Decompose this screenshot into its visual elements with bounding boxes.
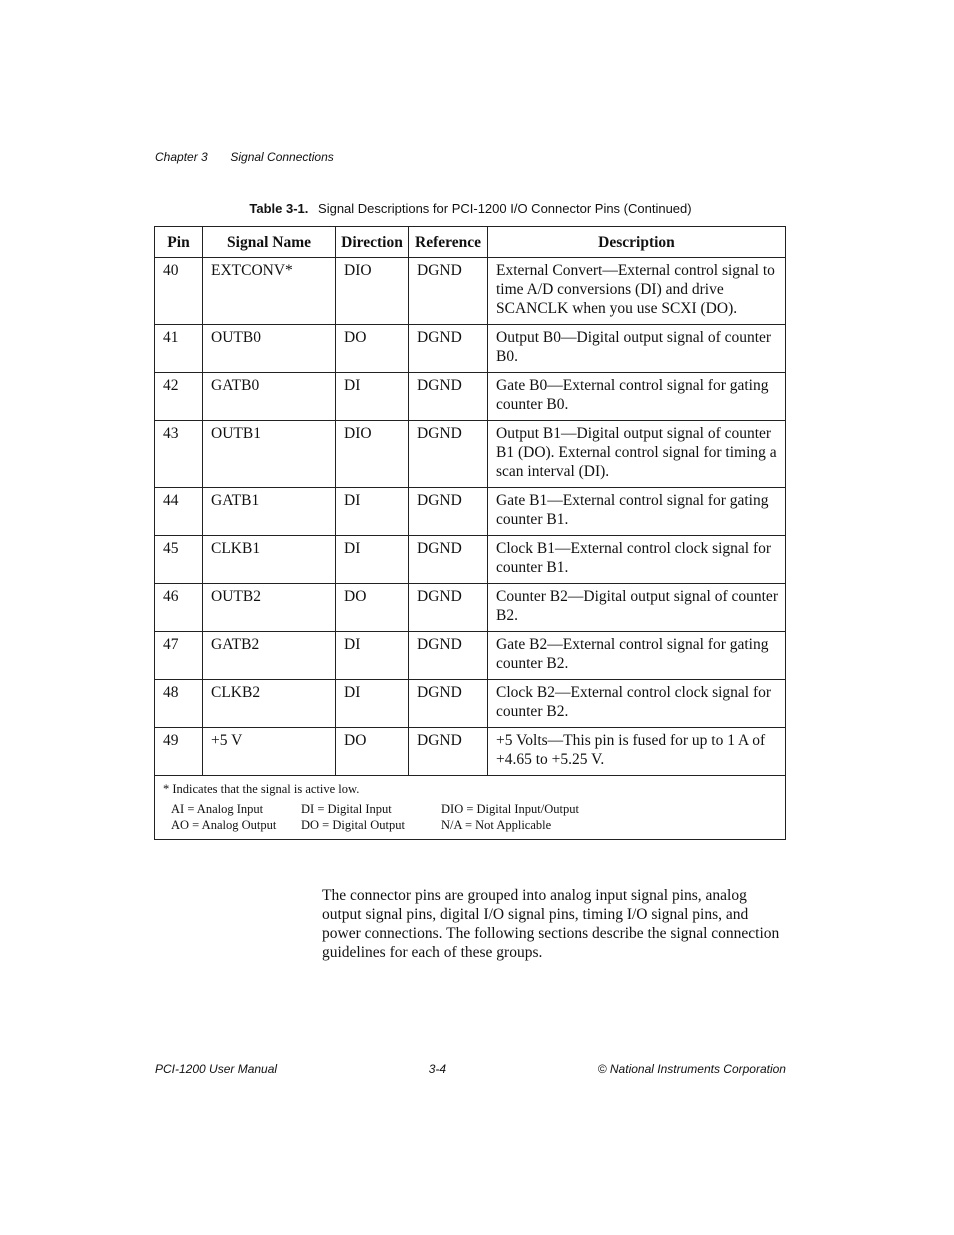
cell-description: Clock B2—External control clock signal for counter B2. [488, 680, 786, 728]
cell-signal-name: CLKB1 [203, 536, 336, 584]
cell-description: External Convert—External control signal to time A/D conversions (DI) and drive SCANCLK when you use SCXI (DO). [488, 258, 786, 325]
cell-description: Clock B1—External control clock signal for counter B1. [488, 536, 786, 584]
cell-reference: DGND [409, 680, 488, 728]
cell-reference: DGND [409, 325, 488, 373]
col-header-pin: Pin [155, 227, 203, 258]
cell-description: Output B1—Digital output signal of counter B1 (DO). External control signal for timing a scan interval (DI). [488, 421, 786, 488]
cell-signal-name: OUTB2 [203, 584, 336, 632]
table-row [155, 488, 786, 536]
footer-manual-title: PCI-1200 User Manual [155, 1062, 278, 1076]
cell-direction: DI [336, 488, 409, 536]
table-footnote [155, 776, 786, 840]
cell-pin: 47 [155, 632, 203, 680]
cell-signal-name: GATB0 [203, 373, 336, 421]
cell-pin: 41 [155, 325, 203, 373]
cell-reference: DGND [409, 536, 488, 584]
table-title: Signal Descriptions for PCI-1200 I/O Connector Pins (Continued) [318, 201, 692, 216]
cell-signal-name: +5 V [203, 728, 336, 776]
cell-signal-name: OUTB0 [203, 325, 336, 373]
cell-pin: 43 [155, 421, 203, 488]
cell-reference: DGND [409, 584, 488, 632]
cell-reference: DGND [409, 421, 488, 488]
body-paragraph: The connector pins are grouped into analog input signal pins, analog output signal pins, digital I/O signal pins, timing I/O signal pins, and power connections. The following sections describe the signal connection guidelines for each of these groups. [322, 886, 780, 961]
legend-item: DO = Digital Output [301, 818, 405, 832]
table-row [155, 421, 786, 488]
cell-signal-name: OUTB1 [203, 421, 336, 488]
legend-item: DI = Digital Input [301, 802, 392, 816]
cell-reference: DGND [409, 728, 488, 776]
table-header-row [155, 227, 786, 258]
table-row [155, 536, 786, 584]
cell-reference: DGND [409, 488, 488, 536]
table-row [155, 373, 786, 421]
cell-direction: DI [336, 373, 409, 421]
signal-table [154, 226, 786, 840]
table-row [155, 258, 786, 325]
cell-direction: DIO [336, 258, 409, 325]
page-number: 3-4 [428, 1062, 447, 1076]
cell-signal-name: EXTCONV* [203, 258, 336, 325]
col-header-description: Description [488, 227, 786, 258]
legend-item: DIO = Digital Input/Output [441, 802, 579, 816]
cell-description: Gate B2—External control signal for gating counter B2. [488, 632, 786, 680]
abbreviation-legend-row [163, 817, 777, 833]
cell-pin: 40 [155, 258, 203, 325]
table-row [155, 728, 786, 776]
col-header-signal-name: Signal Name [203, 227, 336, 258]
cell-description: Gate B1—External control signal for gating counter B1. [488, 488, 786, 536]
cell-pin: 45 [155, 536, 203, 584]
footer-copyright: © National Instruments Corporation [597, 1062, 786, 1076]
cell-direction: DO [336, 325, 409, 373]
cell-pin: 46 [155, 584, 203, 632]
cell-signal-name: GATB1 [203, 488, 336, 536]
abbreviation-legend-row [163, 801, 777, 817]
cell-direction: DO [336, 728, 409, 776]
table-number: Table 3-1. [249, 201, 309, 216]
cell-direction: DI [336, 536, 409, 584]
cell-pin: 44 [155, 488, 203, 536]
table-footnote-row [155, 776, 786, 840]
cell-pin: 48 [155, 680, 203, 728]
cell-pin: 49 [155, 728, 203, 776]
col-header-direction: Direction [336, 227, 409, 258]
cell-reference: DGND [409, 373, 488, 421]
cell-signal-name: CLKB2 [203, 680, 336, 728]
section-label: Signal Connections [230, 150, 334, 164]
col-header-reference: Reference [409, 227, 488, 258]
page-footer [155, 1062, 786, 1076]
table-row [155, 632, 786, 680]
legend-item: N/A = Not Applicable [441, 818, 552, 832]
cell-description: +5 Volts—This pin is fused for up to 1 A of +4.65 to +5.25 V. [488, 728, 786, 776]
cell-direction: DI [336, 680, 409, 728]
cell-description: Gate B0—External control signal for gating counter B0. [488, 373, 786, 421]
cell-direction: DI [336, 632, 409, 680]
cell-description: Output B0—Digital output signal of counter B0. [488, 325, 786, 373]
legend-item: AI = Analog Input [171, 802, 264, 816]
chapter-label: Chapter 3 [155, 150, 208, 164]
table-row [155, 584, 786, 632]
cell-reference: DGND [409, 632, 488, 680]
legend-item: AO = Analog Output [171, 818, 277, 832]
running-header [155, 150, 334, 164]
cell-reference: DGND [409, 258, 488, 325]
cell-pin: 42 [155, 373, 203, 421]
cell-direction: DIO [336, 421, 409, 488]
table-row [155, 680, 786, 728]
table-caption [155, 201, 786, 216]
cell-signal-name: GATB2 [203, 632, 336, 680]
table-row [155, 325, 786, 373]
cell-description: Counter B2—Digital output signal of counter B2. [488, 584, 786, 632]
active-low-note: * Indicates that the signal is active low. [163, 782, 360, 796]
cell-direction: DO [336, 584, 409, 632]
